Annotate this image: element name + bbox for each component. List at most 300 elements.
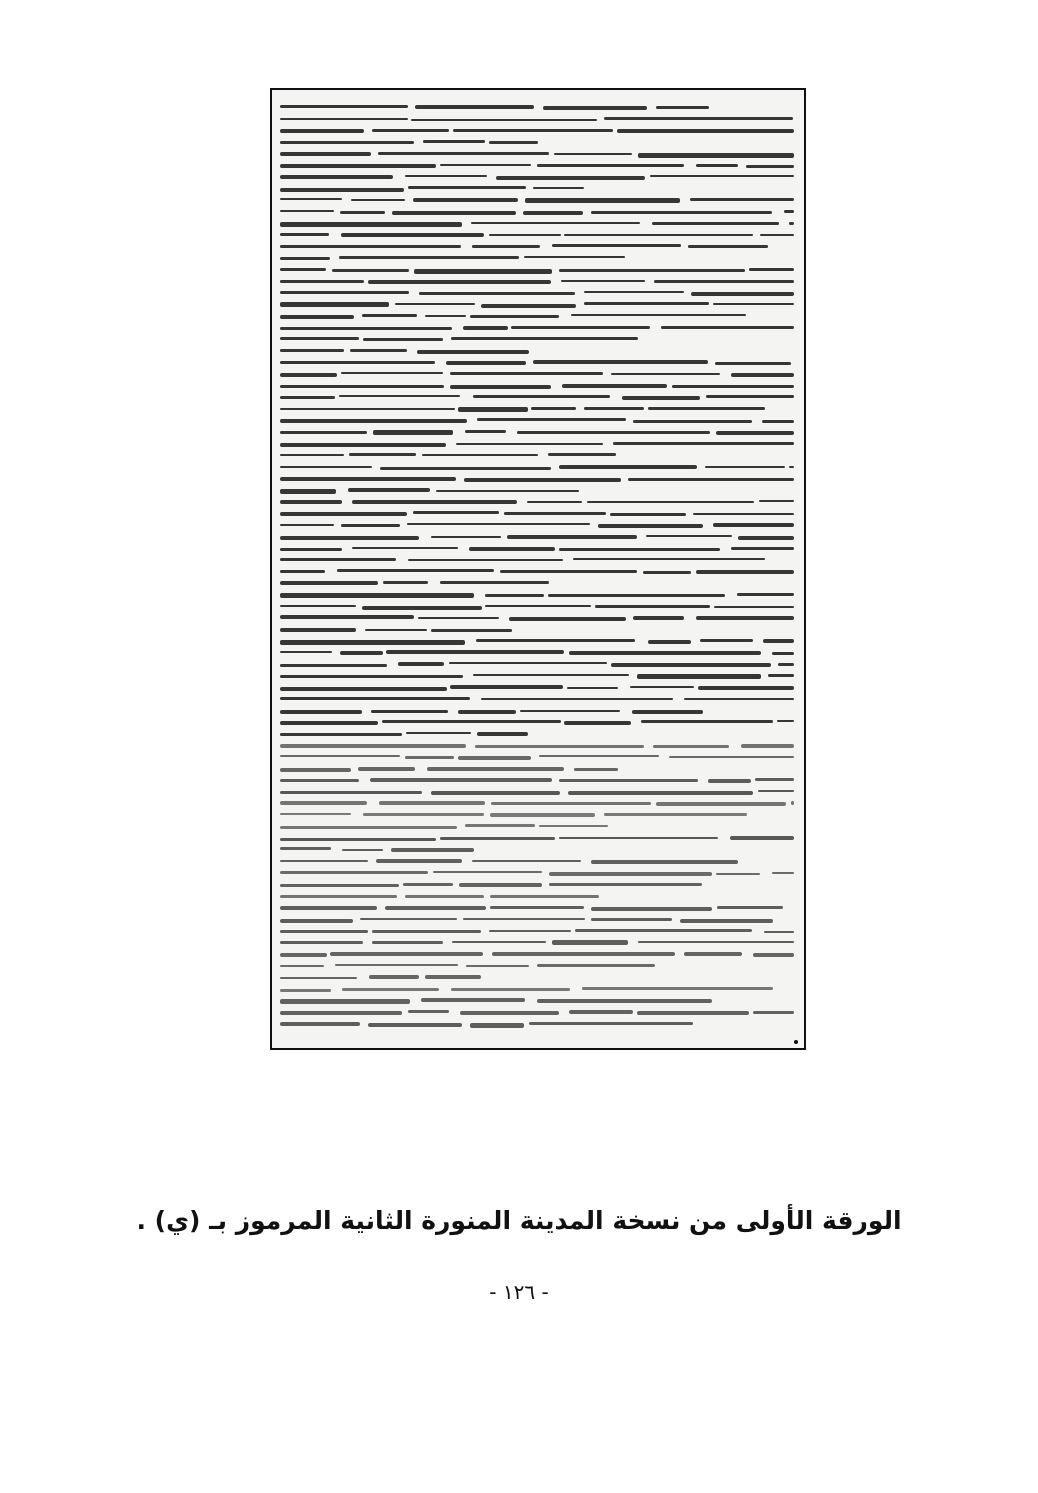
manuscript-line [471, 222, 640, 224]
manuscript-line [669, 756, 794, 758]
manuscript-line [280, 847, 331, 850]
manuscript-line [431, 536, 501, 538]
manuscript-line [611, 373, 720, 375]
manuscript-line [472, 860, 580, 862]
manuscript-line [741, 744, 794, 747]
manuscript-line [280, 385, 444, 388]
manuscript-line [543, 106, 647, 110]
manuscript-line [446, 361, 527, 364]
manuscript-line [531, 407, 576, 410]
manuscript-line [475, 745, 644, 748]
manuscript-line [763, 639, 794, 643]
manuscript-line [489, 141, 537, 145]
manuscript-line [339, 256, 519, 259]
manuscript-line [569, 651, 761, 655]
manuscript-line [280, 373, 337, 377]
manuscript-line [537, 164, 684, 167]
manuscript-line [280, 419, 467, 423]
manuscript-image [270, 88, 806, 1050]
manuscript-line [407, 523, 590, 525]
manuscript-text-lines [280, 102, 794, 1034]
manuscript-line [571, 314, 747, 316]
manuscript-line [473, 395, 610, 398]
manuscript-line [759, 500, 794, 503]
manuscript-line [688, 245, 768, 248]
manuscript-line [492, 952, 675, 956]
manuscript-line [696, 570, 794, 573]
manuscript-line [458, 407, 527, 411]
manuscript-line [280, 408, 455, 410]
manuscript-line [784, 210, 794, 213]
manuscript-line [777, 720, 794, 722]
manuscript-line [591, 918, 672, 921]
manuscript-line [464, 478, 621, 482]
manuscript-line [584, 302, 708, 305]
manuscript-line [440, 837, 555, 839]
manuscript-line [458, 756, 531, 760]
manuscript-line [427, 767, 563, 771]
manuscript-line [280, 697, 470, 700]
manuscript-line [554, 153, 632, 155]
manuscript-line [633, 616, 684, 620]
manuscript-line [368, 1023, 462, 1027]
manuscript-line [573, 558, 764, 560]
manuscript-line [411, 119, 597, 121]
manuscript-line [349, 453, 416, 455]
manuscript-line [789, 466, 794, 468]
manuscript-line [753, 953, 794, 957]
manuscript-line [280, 349, 344, 351]
manuscript-line [500, 570, 637, 573]
manuscript-line [280, 605, 356, 607]
manuscript-line [280, 477, 456, 481]
manuscript-line [280, 443, 446, 447]
manuscript-line [342, 988, 439, 991]
manuscript-line [280, 361, 435, 364]
manuscript-line [693, 513, 794, 516]
manuscript-line [450, 385, 551, 389]
manuscript-line [280, 570, 325, 573]
manuscript-line [598, 524, 703, 528]
manuscript-line [537, 964, 656, 967]
manuscript-line [365, 629, 428, 632]
manuscript-line [451, 988, 570, 990]
manuscript-line [549, 872, 712, 876]
manuscript-line [564, 234, 753, 236]
manuscript-line [332, 269, 409, 272]
manuscript-line [643, 571, 691, 574]
manuscript-line [280, 188, 404, 192]
manuscript-line [641, 720, 773, 723]
manuscript-line [280, 941, 363, 944]
manuscript-line [537, 999, 712, 1002]
manuscript-line [637, 1011, 749, 1015]
manuscript-line [737, 593, 794, 596]
manuscript-line [715, 362, 791, 366]
manuscript-line [280, 489, 336, 493]
manuscript-line [423, 140, 485, 143]
manuscript-line [549, 883, 702, 886]
manuscript-line [433, 871, 542, 873]
manuscript-line [465, 824, 535, 827]
manuscript-line [476, 639, 635, 642]
manuscript-line [575, 929, 752, 932]
manuscript-line [489, 234, 561, 237]
corner-dot-icon [794, 1040, 798, 1044]
manuscript-line [713, 523, 794, 527]
manuscript-line [762, 420, 794, 423]
manuscript-line [564, 721, 631, 724]
manuscript-line [395, 303, 474, 305]
manuscript-line [574, 768, 618, 771]
manuscript-line [352, 500, 517, 503]
manuscript-line [714, 606, 794, 608]
manuscript-line [280, 118, 408, 120]
manuscript-line [490, 813, 596, 817]
manuscript-line [358, 767, 415, 771]
manuscript-line [370, 778, 553, 782]
manuscript-line [413, 198, 518, 202]
manuscript-line [280, 280, 364, 283]
manuscript-line [414, 269, 552, 273]
manuscript-line [684, 698, 794, 700]
manuscript-line [485, 594, 544, 598]
manuscript-line [646, 535, 732, 537]
manuscript-line [491, 802, 650, 804]
manuscript-line [705, 466, 784, 468]
manuscript-line [280, 687, 447, 691]
manuscript-line [280, 860, 368, 863]
manuscript-line [469, 547, 555, 550]
manuscript-line [582, 987, 773, 989]
manuscript-line [477, 418, 627, 420]
manuscript-line [418, 617, 499, 619]
manuscript-line [654, 280, 794, 283]
manuscript-line [362, 606, 482, 610]
manuscript-line [584, 407, 643, 410]
manuscript-line [371, 710, 449, 714]
manuscript-line [280, 999, 410, 1003]
manuscript-line [280, 930, 368, 933]
manuscript-line [548, 453, 616, 455]
manuscript-line [587, 501, 754, 503]
manuscript-line [753, 1011, 794, 1014]
manuscript-line [758, 790, 794, 792]
manuscript-line [425, 315, 467, 317]
manuscript-line [463, 918, 585, 920]
manuscript-line [509, 617, 626, 621]
manuscript-line [372, 129, 449, 132]
manuscript-line [453, 129, 613, 132]
manuscript-line [280, 1022, 360, 1026]
manuscript-line [520, 710, 620, 713]
manuscript-line [595, 605, 710, 608]
manuscript-line [523, 211, 583, 215]
manuscript-line [280, 198, 342, 200]
manuscript-line [559, 779, 698, 781]
manuscript-line [527, 501, 583, 503]
manuscript-line [368, 280, 551, 284]
manuscript-line [755, 778, 794, 781]
manuscript-line [280, 581, 378, 585]
manuscript-line [417, 350, 529, 354]
manuscript-line [485, 605, 590, 608]
manuscript-line [569, 1010, 633, 1014]
manuscript-line [280, 675, 463, 677]
manuscript-line [440, 164, 531, 167]
manuscript-line [372, 930, 481, 933]
manuscript-line [456, 443, 603, 445]
manuscript-line [638, 153, 794, 157]
manuscript-line [470, 1023, 524, 1027]
manuscript-line [360, 918, 457, 920]
manuscript-line [481, 304, 576, 308]
manuscript-line [559, 465, 698, 469]
manuscript-line [552, 244, 681, 246]
manuscript-line [637, 674, 761, 678]
manuscript-line [496, 176, 645, 180]
manuscript-line [280, 779, 359, 783]
manuscript-line [280, 512, 407, 516]
manuscript-line [648, 640, 692, 644]
figure-caption: الورقة الأولى من نسخة المدينة المنورة الثانية المرموز بـ (ي) . [136, 1206, 902, 1235]
manuscript-line [525, 198, 680, 202]
manuscript-line [791, 801, 794, 805]
manuscript-line [392, 211, 516, 214]
manuscript-line [341, 372, 443, 374]
manuscript-line [280, 524, 334, 526]
manuscript-line [628, 478, 794, 482]
manuscript-line [489, 930, 571, 933]
manuscript-line [340, 211, 386, 214]
manuscript-line [652, 222, 779, 225]
manuscript-line [463, 326, 507, 330]
manuscript-line [372, 941, 443, 943]
manuscript-line [378, 152, 548, 155]
manuscript-line [280, 454, 344, 457]
manuscript-line [772, 872, 794, 874]
manuscript-line [559, 548, 720, 551]
manuscript-line [280, 906, 377, 910]
manuscript-line [730, 836, 794, 840]
manuscript-line [529, 1022, 693, 1026]
manuscript-line [524, 256, 625, 258]
manuscript-line [638, 941, 794, 943]
manuscript-line [385, 906, 486, 910]
manuscript-line [280, 721, 378, 724]
manuscript-line [459, 883, 542, 887]
manuscript-line [280, 871, 428, 874]
manuscript-line [376, 859, 462, 863]
manuscript-line [559, 269, 746, 272]
manuscript-line [425, 975, 481, 979]
manuscript-line [280, 593, 474, 597]
manuscript-line [383, 581, 428, 584]
manuscript-line [280, 826, 457, 828]
manuscript-line [611, 663, 771, 667]
manuscript-line [386, 650, 564, 654]
manuscript-line [561, 280, 645, 282]
manuscript-line [708, 779, 752, 783]
manuscript-line [706, 395, 794, 397]
manuscript-line [280, 953, 327, 957]
manuscript-line [280, 291, 409, 294]
manuscript-line [460, 1011, 559, 1015]
manuscript-line [622, 396, 700, 400]
manuscript-line [591, 211, 772, 214]
manuscript-line [280, 268, 326, 271]
manuscript-line [363, 813, 484, 816]
manuscript-line [350, 349, 407, 352]
manuscript-line [533, 360, 708, 363]
manuscript-line [696, 616, 794, 620]
manuscript-line [648, 407, 765, 410]
manuscript-line [749, 268, 794, 272]
manuscript-line [458, 710, 516, 714]
manuscript-line [280, 233, 329, 236]
manuscript-line [452, 941, 546, 943]
manuscript-line [280, 919, 353, 923]
manuscript-line [280, 548, 342, 551]
manuscript-line [473, 674, 629, 676]
manuscript-line [280, 431, 367, 434]
manuscript-line [650, 175, 794, 177]
manuscript-line [280, 210, 334, 212]
manuscript-line [280, 615, 414, 619]
manuscript-line [403, 883, 453, 886]
manuscript-line [352, 547, 458, 549]
manuscript-line [280, 257, 330, 260]
manuscript-line [280, 315, 354, 319]
manuscript-line [698, 686, 794, 690]
manuscript-line [380, 467, 551, 470]
manuscript-line [431, 791, 560, 794]
manuscript-line [517, 431, 710, 434]
manuscript-line [760, 234, 794, 237]
manuscript-line [559, 837, 719, 839]
manuscript-line [672, 385, 794, 388]
manuscript-line [405, 895, 484, 897]
manuscript-line [280, 105, 408, 108]
manuscript-line [507, 535, 638, 539]
manuscript-line [342, 849, 383, 851]
manuscript-line [280, 1011, 402, 1015]
manuscript-line [481, 698, 673, 700]
manuscript-line [280, 640, 465, 644]
manuscript-line [373, 430, 453, 434]
manuscript-line [335, 964, 459, 967]
manuscript-line [552, 940, 628, 944]
manuscript-line [768, 674, 794, 677]
manuscript-line [280, 396, 335, 399]
manuscript-line [567, 687, 618, 690]
manuscript-line [280, 989, 331, 992]
manuscript-line [280, 710, 362, 714]
manuscript-line [408, 186, 525, 189]
manuscript-line [617, 129, 794, 133]
manuscript-line [511, 326, 649, 329]
manuscript-line [789, 222, 794, 225]
manuscript-line [280, 302, 389, 306]
manuscript-line [716, 431, 794, 435]
manuscript-line [613, 442, 794, 445]
manuscript-line [610, 513, 686, 516]
manuscript-line [280, 129, 364, 133]
manuscript-line [449, 662, 606, 664]
manuscript-line [772, 652, 794, 655]
manuscript-line [436, 490, 580, 492]
manuscript-line [280, 245, 461, 248]
manuscript-line [470, 315, 558, 319]
manuscript-line [450, 685, 563, 688]
manuscript-line [280, 466, 372, 468]
manuscript-line [591, 907, 713, 911]
manuscript-line [415, 105, 534, 109]
manuscript-line [280, 164, 436, 167]
manuscript-line [280, 813, 351, 815]
manuscript-line [472, 245, 541, 248]
manuscript-line [431, 629, 512, 632]
manuscript-line [413, 511, 499, 513]
manuscript-line [280, 500, 342, 504]
manuscript-line [490, 895, 599, 898]
manuscript-line [280, 791, 422, 795]
manuscript-line [422, 454, 538, 456]
manuscript-line [330, 952, 482, 956]
manuscript-line [369, 975, 420, 979]
manuscript-line [280, 141, 414, 145]
manuscript-line [280, 768, 351, 772]
manuscript-line [632, 710, 704, 714]
manuscript-line [465, 430, 506, 433]
manuscript-line [731, 547, 794, 550]
manuscript-line [280, 152, 371, 155]
manuscript-line [604, 117, 792, 120]
manuscript-line [421, 998, 525, 1002]
manuscript-line [656, 106, 709, 109]
manuscript-line [764, 931, 794, 933]
manuscript-line [351, 199, 405, 201]
manuscript-line [379, 801, 486, 805]
manuscript-line [584, 291, 684, 293]
manuscript-line [339, 395, 460, 397]
manuscript-line [466, 965, 529, 968]
manuscript-line [746, 165, 794, 168]
manuscript-line [440, 581, 549, 584]
manuscript-line [539, 825, 608, 828]
manuscript-line [280, 884, 399, 887]
manuscript-line [280, 327, 452, 330]
manuscript-line [477, 732, 527, 736]
manuscript-line [661, 326, 794, 330]
manuscript-line [562, 384, 667, 388]
manuscript-line [280, 558, 396, 561]
manuscript-line [690, 198, 794, 201]
manuscript-line [591, 860, 738, 864]
manuscript-line [778, 663, 794, 666]
manuscript-line [533, 187, 584, 190]
manuscript-line [341, 524, 400, 528]
manuscript-line [419, 292, 575, 295]
manuscript-line [280, 337, 359, 340]
manuscript-line [504, 512, 606, 515]
manuscript-line [548, 594, 725, 598]
manuscript-line [738, 536, 794, 540]
manuscript-line [280, 628, 356, 632]
manuscript-line [280, 175, 393, 179]
manuscript-line [280, 651, 332, 653]
manuscript-line [490, 906, 585, 910]
